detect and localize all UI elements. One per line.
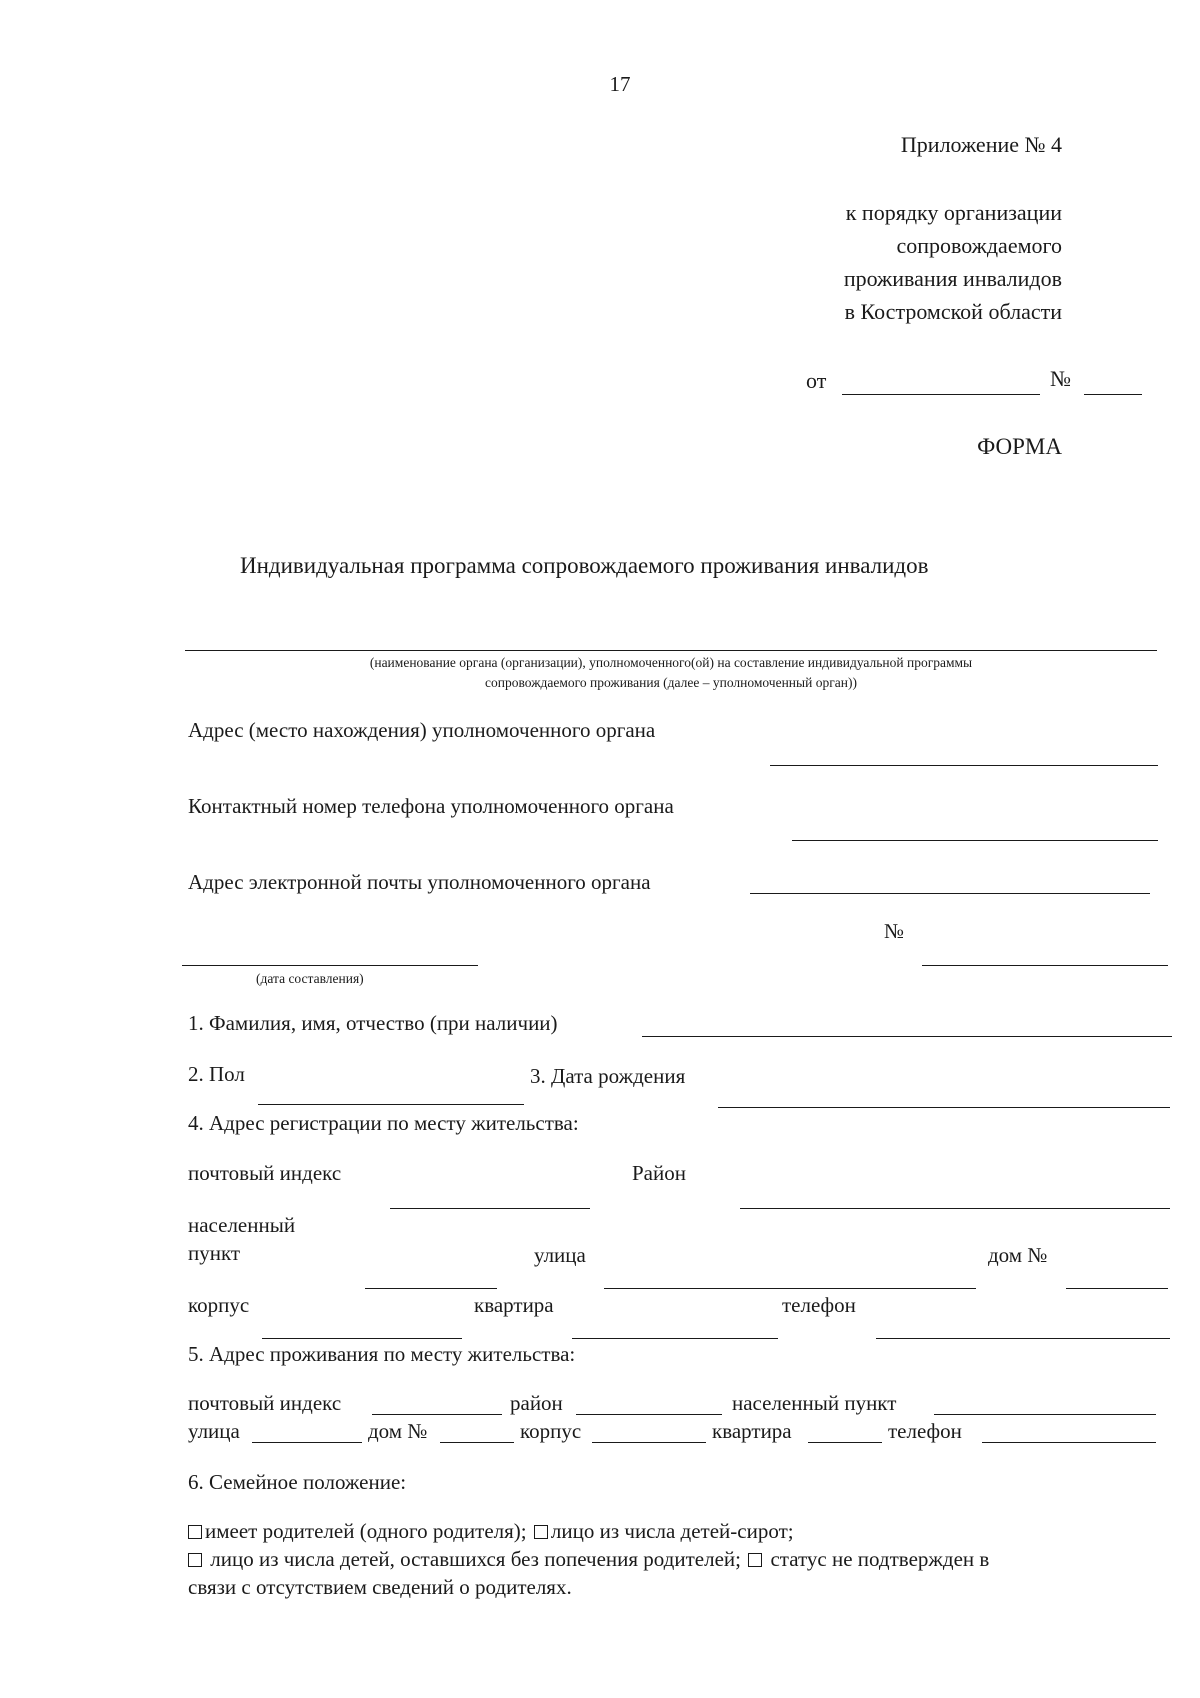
living-phone-line [982, 1442, 1156, 1443]
living-street-line [252, 1442, 362, 1443]
authority-email-label: Адрес электронной почты уполномоченного органа [188, 870, 651, 894]
authority-address-line [770, 765, 1158, 766]
orphan-checkbox[interactable] [534, 1525, 548, 1539]
phone-line [876, 1338, 1170, 1339]
birth-date-line [718, 1107, 1170, 1108]
authority-phone-line [792, 840, 1158, 841]
building-line [262, 1338, 462, 1339]
street-label: улица [534, 1243, 586, 1267]
order-date-line [842, 394, 1040, 395]
order-number-line [1084, 394, 1142, 395]
authority-name-line [185, 650, 1157, 651]
sex-label: 2. Пол [188, 1062, 245, 1086]
family-status-label: 6. Семейное положение: [188, 1470, 407, 1494]
sex-line [258, 1104, 524, 1105]
order-line-2: сопровождаемого [896, 233, 1062, 258]
no-parental-care-checkbox[interactable] [188, 1553, 202, 1567]
living-building-line [592, 1442, 706, 1443]
house-line [1066, 1288, 1168, 1289]
locality-line [365, 1288, 497, 1289]
registration-address-label: 4. Адрес регистрации по месту жительства: [188, 1111, 579, 1135]
phone-label: телефон [782, 1293, 856, 1317]
apartment-line [572, 1338, 778, 1339]
living-apartment-label: квартира [712, 1419, 792, 1443]
record-date-caption: (дата составления) [256, 971, 364, 986]
status-unconfirmed-option-label: статус не подтвержден в [770, 1547, 990, 1571]
living-house-line [440, 1442, 514, 1443]
order-line-3: проживания инвалидов [843, 266, 1062, 291]
no-parental-care-option-label: лицо из числа детей, оставшихся без попечения родителей; [210, 1547, 741, 1571]
house-label: дом № [988, 1243, 1048, 1267]
living-phone-label: телефон [888, 1419, 962, 1443]
living-locality-label: населенный пункт [732, 1391, 897, 1415]
living-district-label: район [510, 1391, 563, 1415]
order-line-4: в Костромской области [844, 299, 1062, 324]
authority-phone-label: Контактный номер телефона уполномоченного органа [188, 794, 674, 818]
living-postal-line [372, 1414, 502, 1415]
parents-option-label: имеет родителей (одного родителя); [205, 1519, 527, 1543]
locality-label-1: населенный [188, 1213, 296, 1237]
form-label: ФОРМА [977, 434, 1062, 459]
building-label: корпус [188, 1293, 250, 1317]
birth-date-label: 3. Дата рождения [530, 1064, 686, 1088]
record-number-line [922, 965, 1168, 966]
postal-code-label: почтовый индекс [188, 1161, 342, 1185]
living-locality-line [934, 1414, 1156, 1415]
from-label: от [806, 368, 827, 393]
status-unconfirmed-continuation: связи с отсутствием сведений о родителях. [188, 1575, 572, 1599]
living-postal-label: почтовый индекс [188, 1391, 342, 1415]
district-label: Район [632, 1161, 686, 1185]
street-line [604, 1288, 976, 1289]
living-street-label: улица [188, 1419, 240, 1443]
document-title: Индивидуальная программа сопровождаемого проживания инвалидов [240, 553, 929, 578]
apartment-label: квартира [474, 1293, 554, 1317]
living-address-label: 5. Адрес проживания по месту жительства: [188, 1342, 576, 1366]
order-line-1: к порядку организации [845, 200, 1062, 225]
family-options-line-2 [188, 1549, 989, 1570]
full-name-label: 1. Фамилия, имя, отчество (при наличии) [188, 1011, 558, 1035]
district-line [740, 1208, 1170, 1209]
record-date-line [182, 965, 478, 966]
status-unconfirmed-checkbox[interactable] [748, 1553, 762, 1567]
postal-code-line [390, 1208, 590, 1209]
living-building-label: корпус [520, 1419, 582, 1443]
locality-label-2: пункт [188, 1241, 241, 1265]
page-number: 17 [609, 72, 631, 96]
parents-checkbox[interactable] [188, 1525, 202, 1539]
authority-caption-line-1: (наименование органа (организации), уполномоченного(ой) на составление индивидуальной программы [369, 655, 973, 670]
order-number-label: № [1050, 366, 1071, 391]
living-district-line [576, 1414, 722, 1415]
family-options-line-1 [188, 1521, 794, 1542]
authority-address-label: Адрес (место нахождения) уполномоченного органа [188, 718, 656, 742]
record-number-label: № [884, 919, 905, 943]
living-house-label: дом № [368, 1419, 428, 1443]
authority-caption-line-2: сопровождаемого проживания (далее – уполномоченный орган)) [485, 675, 857, 690]
appendix-label: Приложение № 4 [900, 132, 1062, 157]
full-name-line [642, 1036, 1172, 1037]
orphan-option-label: лицо из числа детей-сирот; [550, 1519, 794, 1543]
authority-email-line [750, 893, 1150, 894]
living-apartment-line [808, 1442, 882, 1443]
